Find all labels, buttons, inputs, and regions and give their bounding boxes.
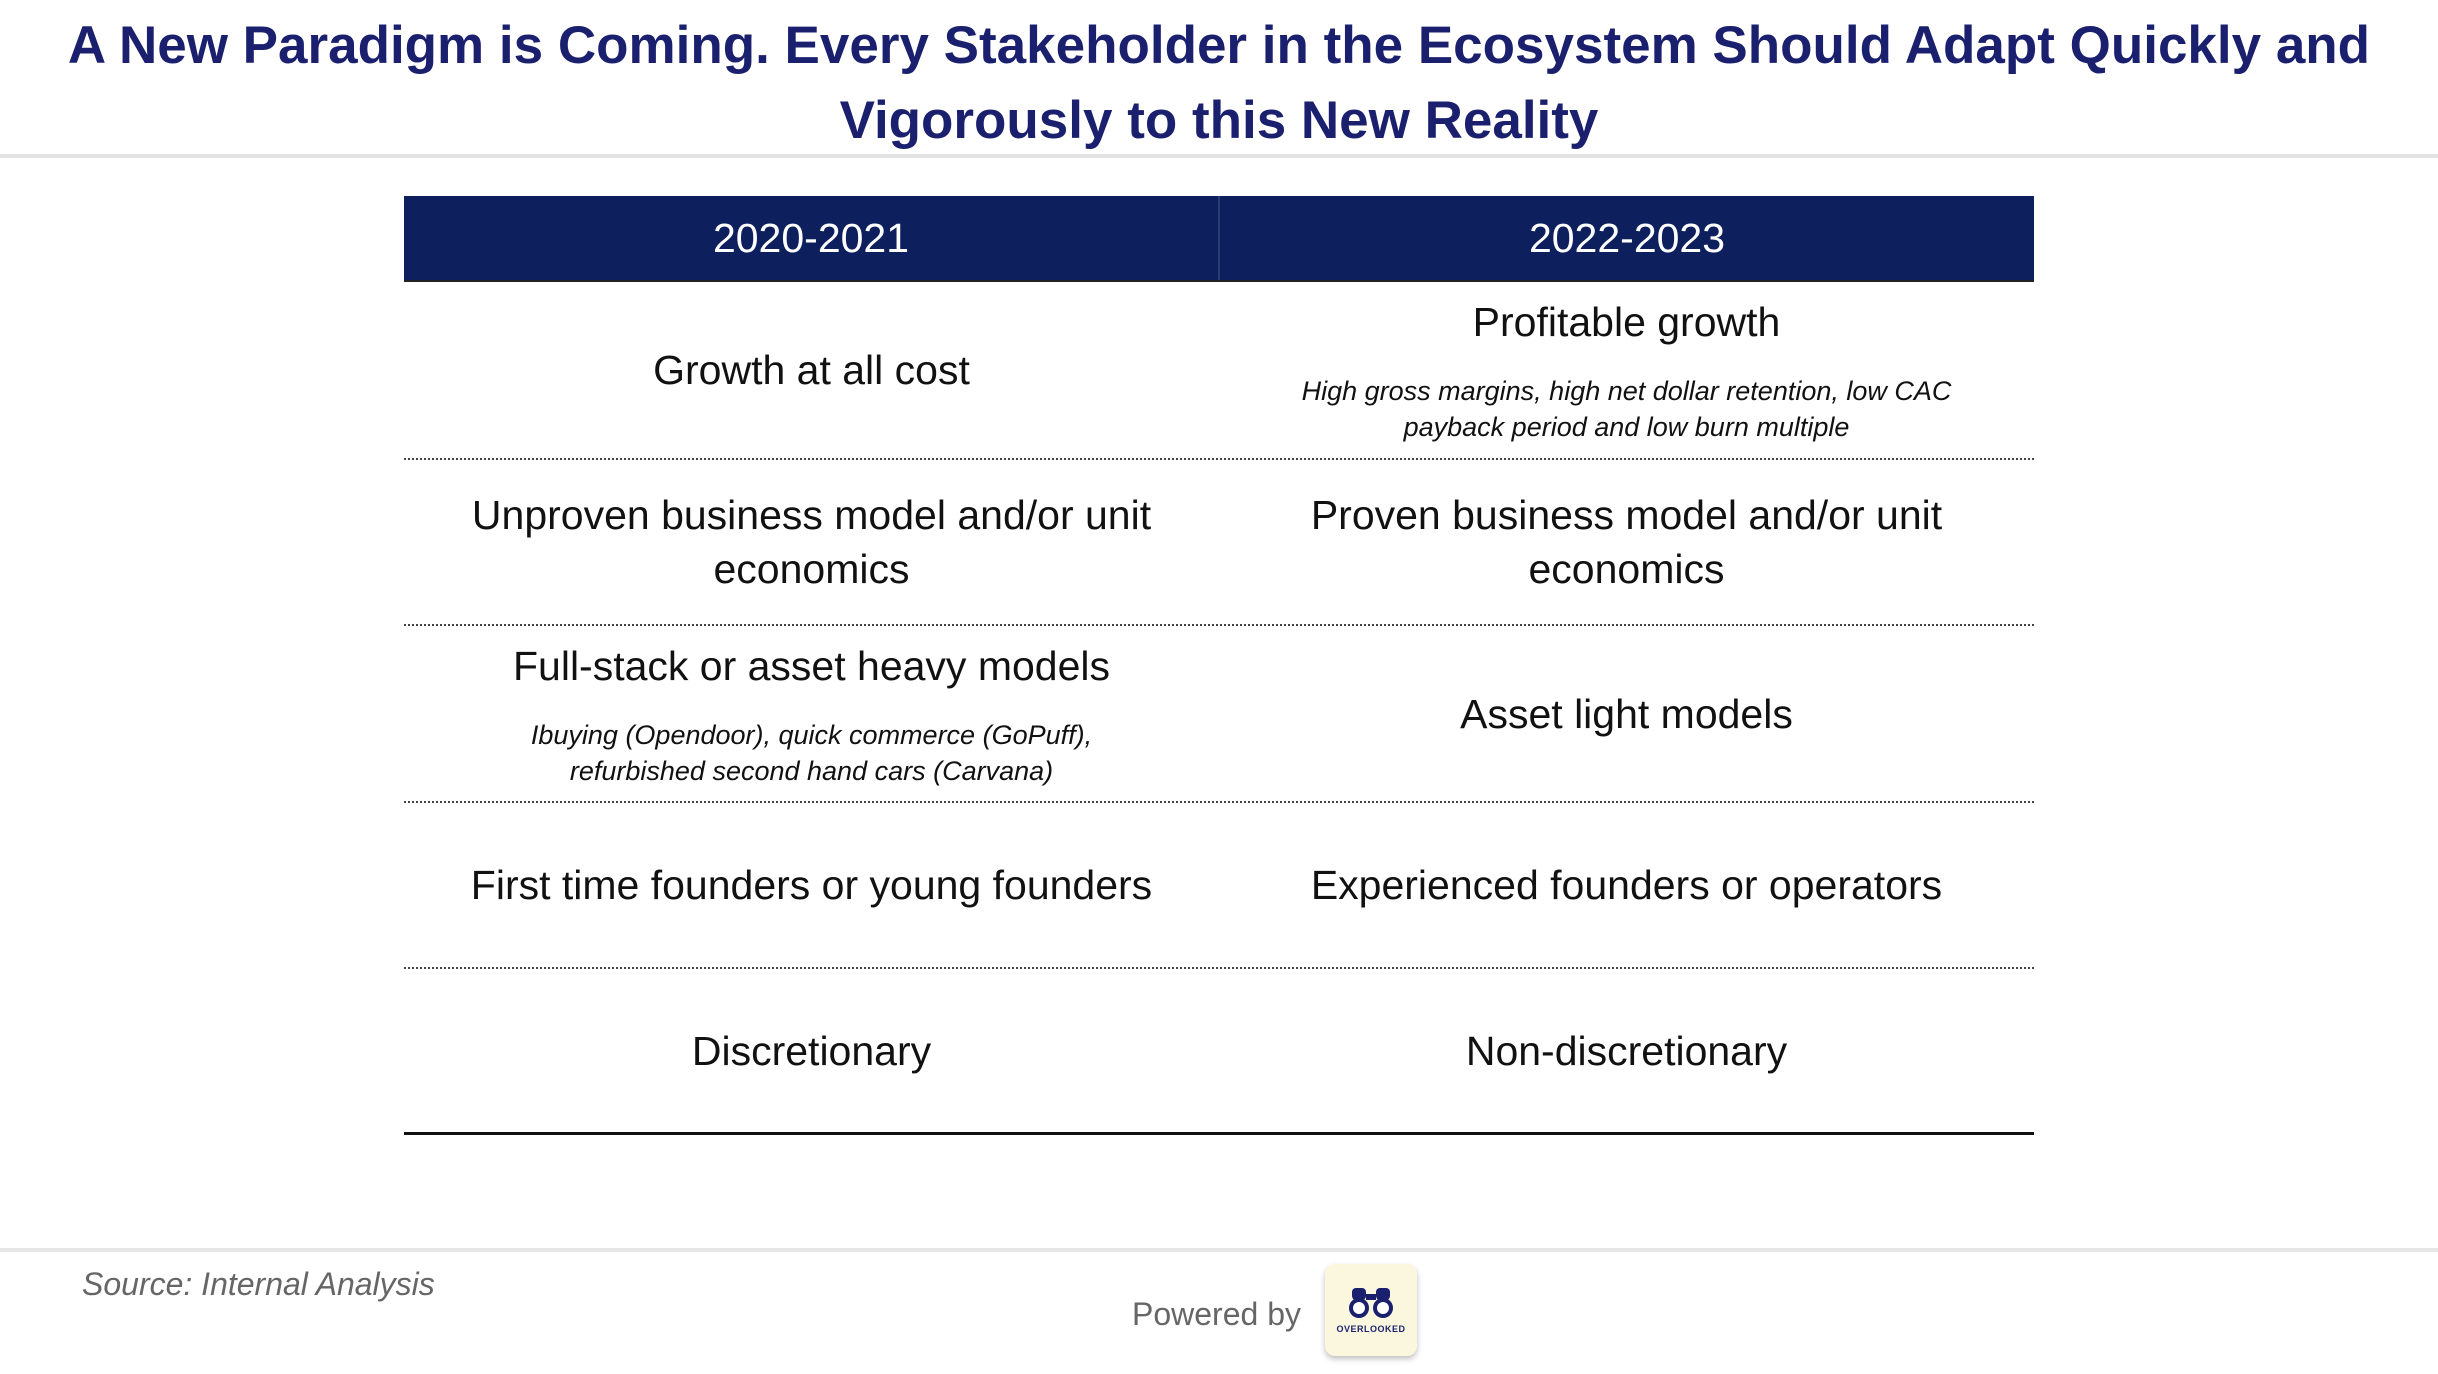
cell-left [404, 803, 1219, 967]
column-header-2022-2023: 2022-2023 [1218, 196, 2034, 280]
title-divider [0, 154, 2438, 158]
table-header [404, 196, 2034, 280]
slide-title [0, 8, 2438, 158]
column-header-2020-2021: 2020-2021 [712, 214, 910, 261]
table-row [404, 803, 2034, 969]
title-line-1: A New Paradigm is Coming. Every Stakeholder in the Ecosystem Should Adapt Quickly and [67, 16, 2371, 75]
cell-text: Proven business model and/or unit economics [1310, 492, 1943, 592]
cell-left [404, 626, 1219, 801]
powered-by-label: Powered by [1132, 1296, 1301, 1332]
cell-text: Full-stack or asset heavy models [512, 642, 1110, 689]
cell-text: Asset light models [1460, 690, 1793, 737]
cell-right [1219, 969, 2034, 1132]
table-row [404, 282, 2034, 460]
cell-right [1219, 803, 2034, 967]
footer-divider [0, 1248, 2438, 1252]
cell-right [1219, 460, 2034, 624]
cell-left [404, 282, 1219, 458]
title-line-2: Vigorously to this New Reality [839, 91, 1599, 150]
table-row [404, 626, 2034, 803]
comparison-table [404, 196, 2034, 1135]
cell-right [1219, 626, 2034, 801]
logo-text: OVERLOOKED [1336, 1324, 1406, 1334]
cell-text: First time founders or young founders [470, 862, 1153, 908]
table-row [404, 969, 2034, 1135]
source-note: Source: Internal Analysis [82, 1266, 435, 1302]
cell-text: Profitable growth [1472, 299, 1781, 345]
cell-left [404, 969, 1219, 1132]
cell-text: Experienced founders or operators [1310, 862, 1943, 908]
cell-subtext: High gross margins, high net dollar retention, low CAC payback period and low burn multiple [1301, 376, 1952, 442]
table-row [404, 460, 2034, 626]
cell-text: Unproven business model and/or unit economics [471, 492, 1152, 592]
cell-text: Discretionary [691, 1027, 932, 1074]
cell-text: Non-discretionary [1465, 1027, 1788, 1074]
cell-subtext: Ibuying (Opendoor), quick commerce (GoPuff), refurbished second hand cars (Carvana) [530, 719, 1093, 786]
cell-text: Growth at all cost [653, 347, 970, 393]
binoculars-icon [1346, 1286, 1396, 1320]
cell-right [1219, 282, 2034, 458]
overlooked-logo [1325, 1264, 1417, 1356]
cell-left [404, 460, 1219, 624]
